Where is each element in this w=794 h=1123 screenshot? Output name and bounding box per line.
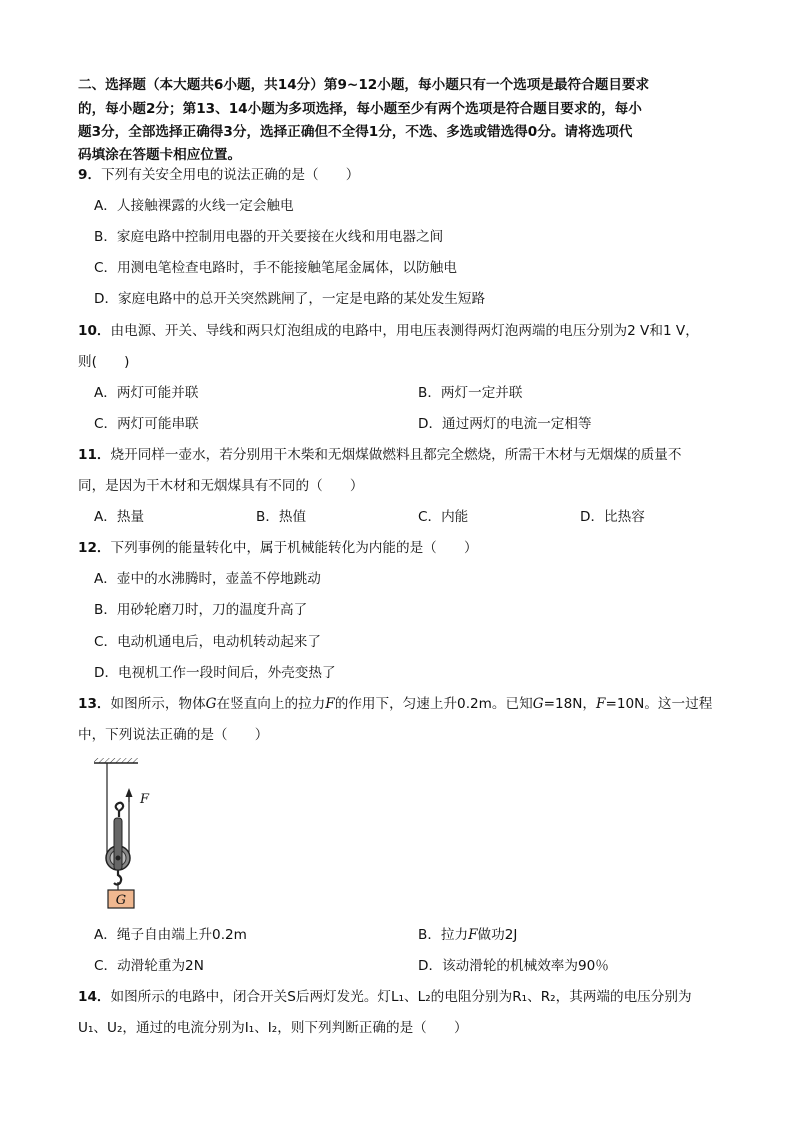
section-header-line-1: 二、选择题（本大题共6小题，共14分）第9~12小题，每小题只有一个选项是最符合题目要求 [78,77,650,93]
question-text: 下列事例的能量转化中，属于机械能转化为内能的是（ ） [110,540,478,556]
question-10-option-b: B．两灯一定并联 [418,385,523,401]
question-11-option-b: B．热值 [256,509,307,525]
force-label: F [140,792,150,807]
question-9-option-a: A．人接触裸露的火线一定会触电 [94,198,294,214]
question-text: 的作用下，匀速上升0.2m。已知 [334,696,533,712]
question-13-stem-line-2: 中，下列说法正确的是（ ） [78,727,269,743]
question-text: 在竖直向上的拉力 [216,696,326,712]
question-11-option-d: D．比热容 [580,509,645,525]
variable-g: G [205,696,217,712]
question-13-option-a: A．绳子自由端上升0.2m [94,927,247,943]
force-arrow-head [126,788,133,797]
question-11-option-c: C．内能 [418,509,469,525]
question-12-option-c: C．电动机通电后，电动机转动起来了 [94,634,321,650]
question-13-stem-line-1 [78,694,712,714]
question-10-option-c: C．两灯可能串联 [94,416,199,432]
section-header-line-4: 码填涂在答题卡相应位置。 [78,147,242,163]
variable-g: G [532,696,544,712]
question-11-option-a: A．热量 [94,509,145,525]
question-number: 11． [78,447,111,463]
question-12-stem [78,538,478,558]
question-9-option-b: B．家庭电路中控制用电器的开关要接在火线和用电器之间 [94,229,444,245]
option-text: 做功2J [477,927,518,943]
weight-label: G [115,893,127,908]
question-12-option-b: B．用砂轮磨刀时，刀的温度升高了 [94,602,308,618]
question-text: 烧开同样一壶水，若分别用干木柴和无烟煤做燃料且都完全燃烧，所需干木材与无烟煤的质量不 [110,447,682,463]
question-12-option-d: D．电视机工作一段时间后，外壳变热了 [94,665,336,681]
question-11-stem-line-1 [78,445,681,465]
question-9-option-c: C．用测电笔检查电路时，手不能接触笔尾金属体，以防触电 [94,260,457,276]
question-13-option-c: C．动滑轮重为2N [94,958,204,974]
pulley-frame [114,818,122,870]
question-14-stem-line-1 [78,987,692,1007]
question-14-stem-line-2: U₁、U₂，通过的电流分别为I₁、I₂，则下列判断正确的是（ ） [78,1020,468,1036]
option-text: B．拉力 [418,927,469,943]
top-hook [116,803,123,817]
question-number: 12． [78,540,111,556]
pulley-axle [116,856,121,861]
question-12-option-a: A．壶中的水沸腾时，壶盖不停地跳动 [94,571,321,587]
question-11-stem-line-2: 同，是因为干木材和无烟煤具有不同的（ ） [78,478,364,494]
question-text: =18N， [543,696,597,712]
question-text: =10N。这一过程 [605,696,713,712]
question-13-option-d: D．该动滑轮的机械效率为90％ [418,958,609,974]
question-9-option-d: D．家庭电路中的总开关突然跳闸了，一定是电路的某处发生短路 [94,291,486,307]
question-10-stem-line-1 [78,321,699,341]
question-text: 下列有关安全用电的说法正确的是（ ） [101,167,360,183]
question-number: 10． [78,323,111,339]
question-13-option-b [418,925,517,945]
question-text: 由电源、开关、导线和两只灯泡组成的电路中，用电压表测得两灯泡两端的电压分别为2 V和1 V， [110,323,699,339]
question-number: 9． [78,167,102,183]
question-text: 如图所示，物体 [110,696,206,712]
question-number: 14． [78,989,111,1005]
question-10-option-d: D．通过两灯的电流一定相等 [418,416,592,432]
question-text: 如图所示的电路中，闭合开关S后两灯发光。灯L₁、L₂的电阻分别为R₁、R₂，其两端的电压分别为 [110,989,692,1005]
pulley-figure [92,758,172,910]
question-number: 13． [78,696,111,712]
question-10-option-a: A．两灯可能并联 [94,385,199,401]
question-10-stem-line-2: 则( ) [78,354,130,370]
section-header-line-3: 题3分，全部选择正确得3分，选择正确但不全得1分，不选、多选或错选得0分。请将选项代 [78,124,633,140]
question-9-stem [78,165,359,185]
variable-f: F [325,696,335,712]
variable-f: F [596,696,606,712]
variable-f: F [468,927,478,943]
section-header-line-2: 的，每小题2分；第13、14小题为多项选择，每小题至少有两个选项是符合题目要求的，每小 [78,101,642,117]
